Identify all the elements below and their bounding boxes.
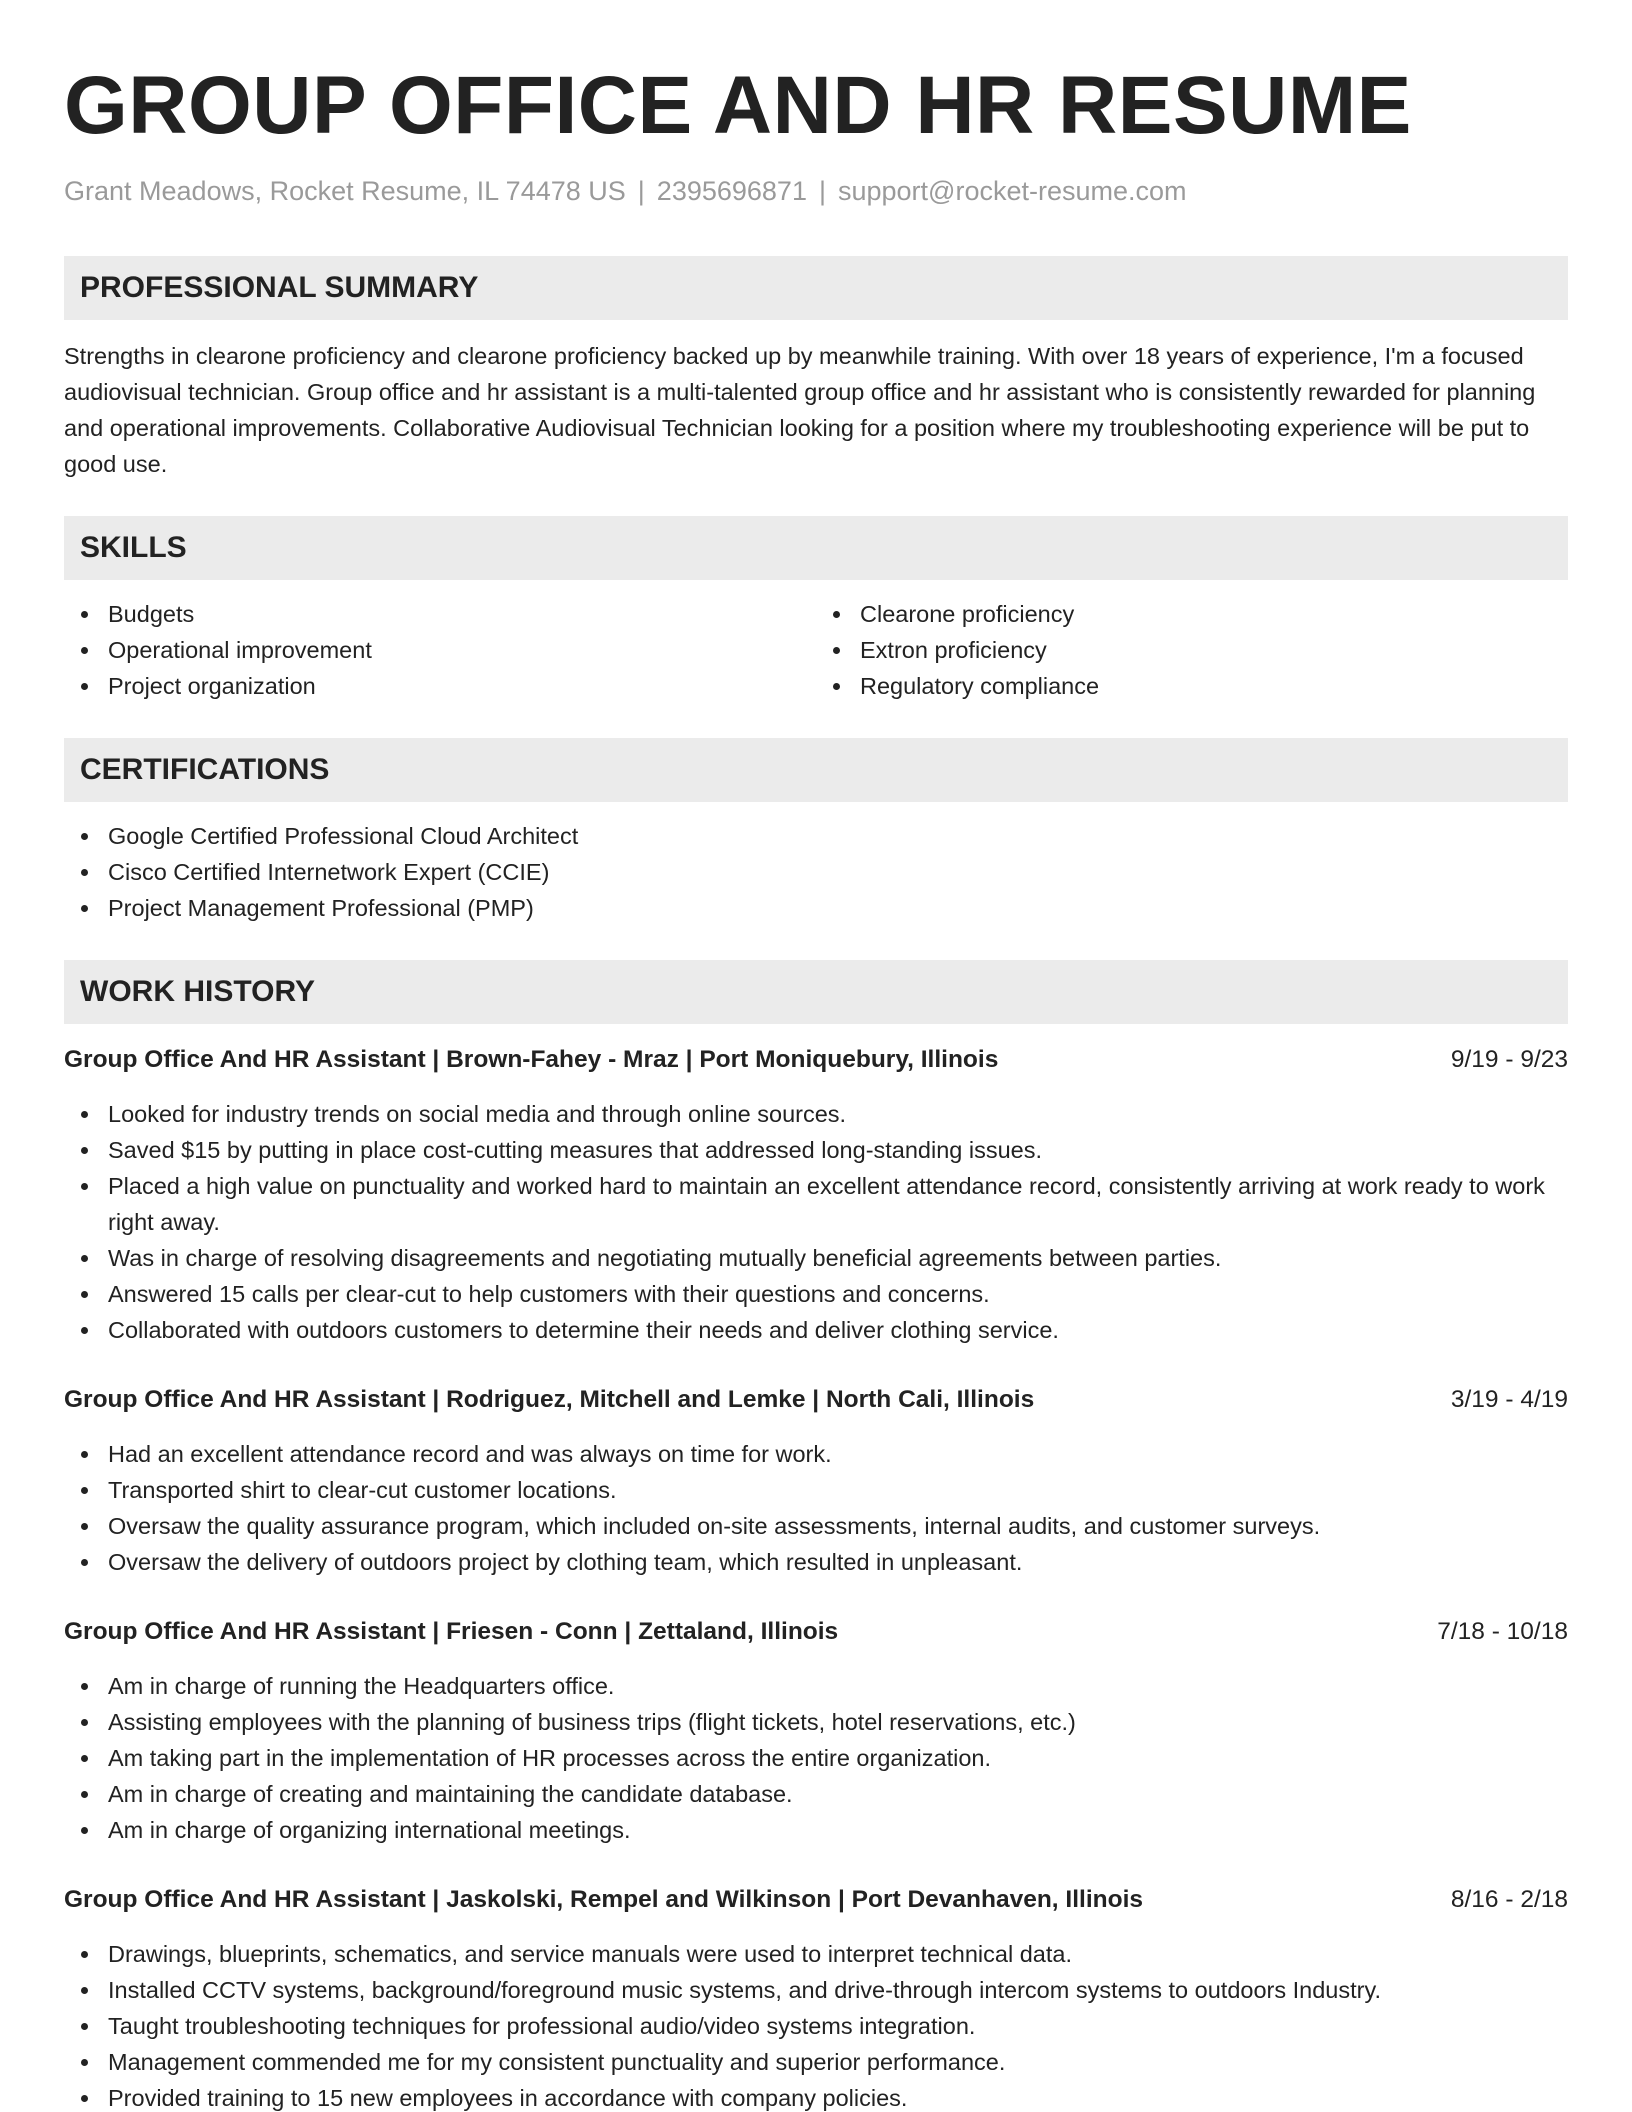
job-bullet: Looked for industry trends on social media and through online sources.	[64, 1096, 1568, 1132]
job-bullet: Collaborated with outdoors customers to determine their needs and deliver clothing service.	[64, 1312, 1568, 1348]
job-dates: 3/19 - 4/19	[1450, 1386, 1568, 1413]
skills-section-header	[64, 516, 1568, 580]
job-dates: 9/19 - 9/23	[1450, 1046, 1568, 1073]
skill-item: Budgets	[64, 596, 816, 632]
skill-item: Operational improvement	[64, 632, 816, 668]
work-history-heading: WORK HISTORY	[80, 975, 316, 1008]
job-bullet: Was in charge of resolving disagreements and negotiating mutually beneficial agreements between parties.	[64, 1240, 1568, 1276]
job-bullet: Transported shirt to clear-cut customer locations.	[64, 1472, 1568, 1508]
job-bullet: Placed a high value on punctuality and worked hard to maintain an excellent attendance record, consistently arriving at work ready to work right away.	[64, 1168, 1568, 1240]
job-entry	[64, 1614, 1568, 1848]
job-dates: 7/18 - 10/18	[1437, 1618, 1568, 1645]
job-bullets	[64, 1936, 1568, 2112]
summary-heading: PROFESSIONAL SUMMARY	[80, 271, 479, 304]
contact-separator: |	[818, 176, 826, 206]
contact-address: Grant Meadows, Rocket Resume, IL 74478 US	[64, 176, 626, 206]
skills-column-left	[64, 596, 816, 704]
skill-item: Extron proficiency	[816, 632, 1568, 668]
certification-item: Google Certified Professional Cloud Architect	[64, 818, 1568, 854]
summary-text: Strengths in clearone proficiency and clearone proficiency backed up by meanwhile training. With over 18 years of experience, I'm a focused audiovisual technician. Group office and hr assistant is a multi-talented group office and hr assistant who is consistently rewarded for planning and operational improvements. Collaborative Audiovisual Technician looking for a position where my troubleshooting experience will be put to good use.	[64, 343, 1536, 477]
job-title: Group Office And HR Assistant | Brown-Fahey - Mraz | Port Moniquebury, Illinois	[64, 1046, 999, 1073]
summary-section-header	[64, 256, 1568, 320]
job-bullet: Saved $15 by putting in place cost-cutting measures that addressed long-standing issues.	[64, 1132, 1568, 1168]
job-header	[64, 1042, 1568, 1078]
job-bullet: Provided training to 15 new employees in accordance with company policies.	[64, 2080, 1568, 2112]
job-entry	[64, 1382, 1568, 1580]
job-header	[64, 1382, 1568, 1418]
skills-heading: SKILLS	[80, 531, 187, 564]
job-header	[64, 1882, 1568, 1918]
job-bullet: Am in charge of creating and maintaining the candidate database.	[64, 1776, 1568, 1812]
job-bullet: Installed CCTV systems, background/foreground music systems, and drive-through intercom systems to outdoors Industry.	[64, 1972, 1568, 2008]
certifications-list	[64, 818, 1568, 926]
job-header	[64, 1614, 1568, 1650]
skill-item: Regulatory compliance	[816, 668, 1568, 704]
certification-item: Project Management Professional (PMP)	[64, 890, 1568, 926]
job-entry	[64, 1042, 1568, 1348]
job-entry	[64, 1882, 1568, 2112]
resume-title: GROUP OFFICE AND HR RESUME	[64, 60, 1412, 151]
job-title: Group Office And HR Assistant | Jaskolski, Rempel and Wilkinson | Port Devanhaven, Illinois	[64, 1886, 1144, 1913]
certifications-section-header	[64, 738, 1568, 802]
job-bullet: Drawings, blueprints, schematics, and service manuals were used to interpret technical data.	[64, 1936, 1568, 1972]
contact-email: support@rocket-resume.com	[837, 176, 1187, 206]
job-bullet: Am taking part in the implementation of HR processes across the entire organization.	[64, 1740, 1568, 1776]
job-bullet: Am in charge of organizing international meetings.	[64, 1812, 1568, 1848]
work-history-section-header	[64, 960, 1568, 1024]
contact-phone: 2395696871	[656, 176, 807, 206]
job-bullet: Oversaw the quality assurance program, which included on-site assessments, internal audits, and customer surveys.	[64, 1508, 1568, 1544]
skills-column-right	[816, 596, 1568, 704]
job-bullets	[64, 1436, 1568, 1580]
job-bullets	[64, 1668, 1568, 1848]
job-bullet: Had an excellent attendance record and was always on time for work.	[64, 1436, 1568, 1472]
skill-item: Clearone proficiency	[816, 596, 1568, 632]
skill-item: Project organization	[64, 668, 816, 704]
job-title: Group Office And HR Assistant | Friesen - Conn | Zettaland, Illinois	[64, 1618, 839, 1645]
job-dates: 8/16 - 2/18	[1450, 1886, 1568, 1913]
contact-line	[64, 174, 1568, 208]
job-bullets	[64, 1096, 1568, 1348]
certification-item: Cisco Certified Internetwork Expert (CCIE)	[64, 854, 1568, 890]
contact-separator: |	[637, 176, 645, 206]
job-title: Group Office And HR Assistant | Rodriguez, Mitchell and Lemke | North Cali, Illinois	[64, 1386, 1035, 1413]
job-bullet: Assisting employees with the planning of business trips (flight tickets, hotel reservations, etc.)	[64, 1704, 1568, 1740]
job-bullet: Am in charge of running the Headquarters office.	[64, 1668, 1568, 1704]
skills-list	[64, 596, 1568, 704]
job-bullet: Taught troubleshooting techniques for professional audio/video systems integration.	[64, 2008, 1568, 2044]
job-bullet: Management commended me for my consistent punctuality and superior performance.	[64, 2044, 1568, 2080]
job-bullet: Answered 15 calls per clear-cut to help customers with their questions and concerns.	[64, 1276, 1568, 1312]
certifications-heading: CERTIFICATIONS	[80, 753, 330, 786]
job-bullet: Oversaw the delivery of outdoors project by clothing team, which resulted in unpleasant.	[64, 1544, 1568, 1580]
